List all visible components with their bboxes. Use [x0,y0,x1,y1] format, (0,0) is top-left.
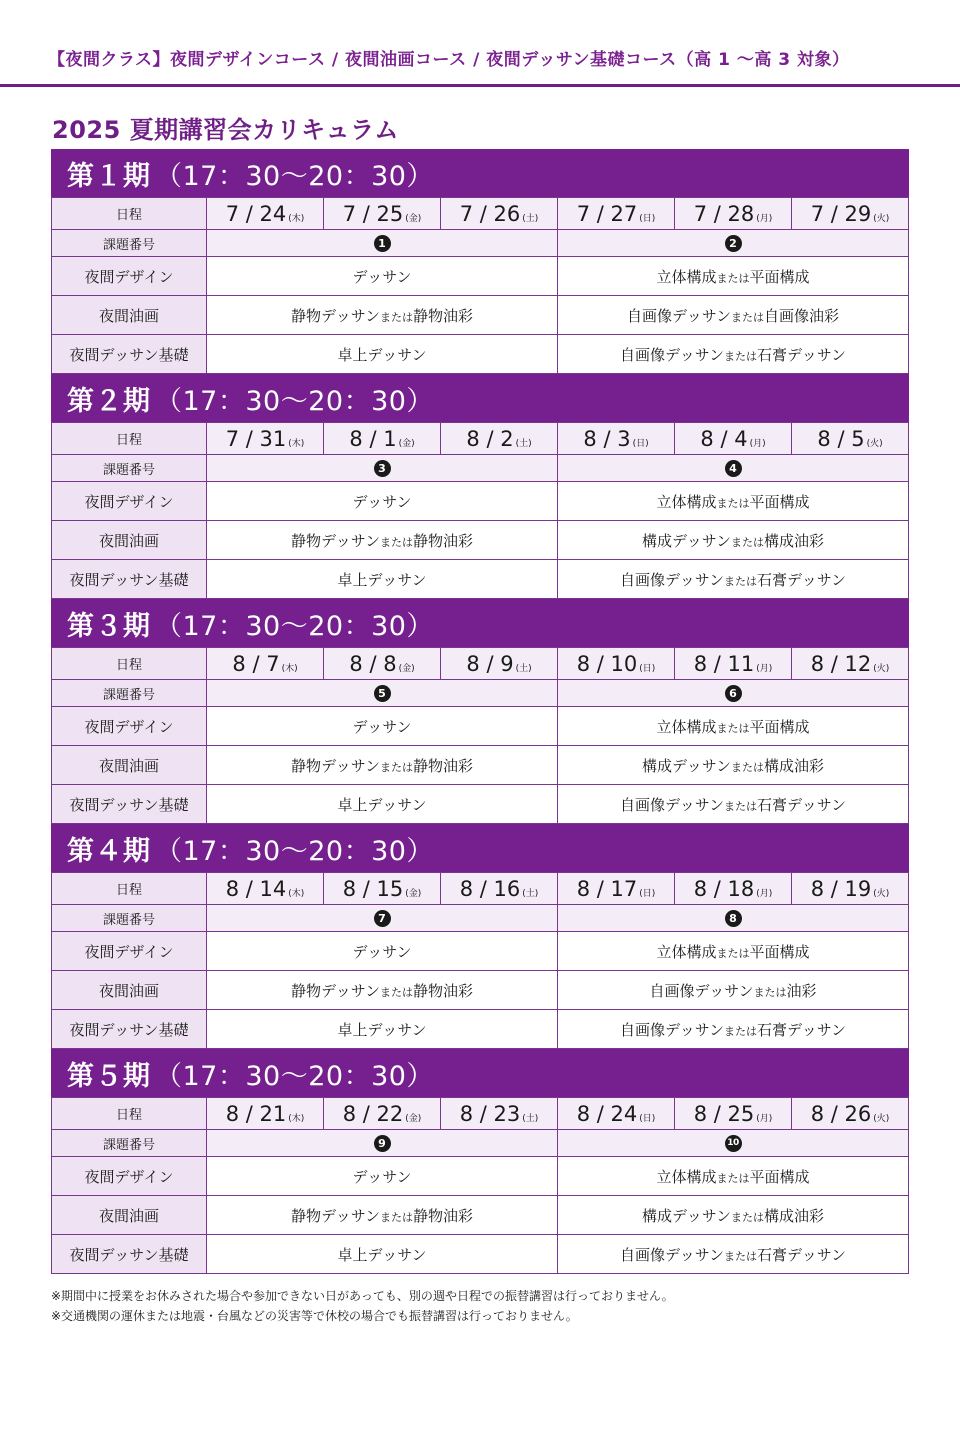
course-design-cell [207,1157,558,1196]
subject-main: デッサン [352,1167,412,1186]
course-design-cell [558,932,909,971]
weekday: (火) [866,438,883,449]
conjunction-or: または [379,310,413,324]
date-cell [324,1098,441,1130]
date-value: 7 / 25 [342,201,404,226]
course-design-row [52,707,909,746]
assignment-number-cell [207,455,558,482]
date-value: 8 / 19 [810,876,872,901]
course-drawing-row [52,1010,909,1049]
course-design-cell [558,257,909,296]
date-value: 7 / 27 [576,201,638,226]
course-oil-row [52,296,909,335]
date-cell [441,648,558,680]
course-design-cell [207,482,558,521]
course-design-cell [207,707,558,746]
period-name: 第５期 [67,1060,151,1092]
assignment-number-label: 課題番号 [52,230,207,257]
date-cell [792,1098,909,1130]
date-value: 8 / 9 [466,651,514,676]
conjunction-or: または [730,1210,764,1224]
date-value: 8 / 8 [349,651,397,676]
period-header [51,149,909,197]
subject-main: 卓上デッサン [337,795,427,814]
date-cell [207,648,324,680]
conjunction-or: または [716,271,750,285]
weekday: (土) [522,213,539,224]
date-value: 8 / 17 [576,876,638,901]
course-oil-cell [207,1196,558,1235]
conjunction-or: または [716,1171,750,1185]
subject-main: 立体構成 [656,942,717,961]
weekday: (日) [639,213,656,224]
date-value: 7 / 28 [693,201,755,226]
subject-alt: 石膏デッサン [757,1020,846,1039]
course-drawing-row [52,1235,909,1274]
conjunction-or: または [730,310,764,324]
date-value: 7 / 29 [810,201,872,226]
subject-main: デッサン [352,267,412,286]
course-oil-label: 夜間油画 [52,521,207,560]
date-value: 8 / 11 [693,651,755,676]
date-cell [558,873,675,905]
weekday: (日) [639,888,656,899]
weekday: (日) [639,1113,656,1124]
course-drawing-cell [207,1010,558,1049]
schedule-label: 日程 [52,198,207,230]
notes [51,1286,674,1326]
assignment-number-cell [558,455,909,482]
subject-alt: 静物油彩 [412,531,473,550]
subject-main: 自画像デッサン [627,306,731,325]
period-time: （17：30〜20：30） [155,1060,434,1092]
date-cell [675,873,792,905]
date-value: 8 / 4 [700,426,748,451]
course-oil-cell [558,296,909,335]
note-1: ※期間中に授業をお休みされた場合や参加できない日があっても、別の週や日程での振替講習は行っておりません。 [51,1289,674,1303]
period-name: 第３期 [67,610,151,642]
subject-alt: 構成油彩 [763,1206,824,1225]
period-block [51,374,909,599]
date-cell [324,198,441,230]
date-cell [324,648,441,680]
assignment-number-badge: 9 [374,1135,391,1152]
assignment-number-cell [207,230,558,257]
conjunction-or: または [716,946,750,960]
date-cell [558,648,675,680]
date-value: 8 / 10 [576,651,638,676]
course-drawing-cell [558,1010,909,1049]
course-design-cell [207,257,558,296]
assignment-number-label: 課題番号 [52,455,207,482]
subject-alt: 石膏デッサン [757,345,846,364]
course-oil-cell [558,746,909,785]
period-header [51,824,909,872]
assignment-number-badge: 3 [374,460,391,477]
date-value: 8 / 14 [225,876,287,901]
date-cell [675,423,792,455]
date-cell [558,1098,675,1130]
assignment-number-cell [207,680,558,707]
course-drawing-label: 夜間デッサン基礎 [52,1235,207,1274]
subject-alt: 油彩 [786,981,817,1000]
date-value: 7 / 26 [459,201,521,226]
weekday: (金) [405,213,422,224]
subject-alt: 平面構成 [749,1167,810,1186]
subject-main: 卓上デッサン [337,345,427,364]
subject-main: 自画像デッサン [620,345,724,364]
assignment-number-badge: 6 [725,685,742,702]
course-design-cell [558,1157,909,1196]
subject-main: 構成デッサン [642,1206,731,1225]
course-design-cell [207,932,558,971]
conjunction-or: または [379,760,413,774]
date-value: 8 / 21 [225,1101,287,1126]
period-header [51,599,909,647]
conjunction-or: または [724,799,757,813]
period-table [51,197,909,374]
subject-main: デッサン [352,717,412,736]
assignment-number-cell [558,1130,909,1157]
period-block [51,149,909,374]
period-header [51,1049,909,1097]
period-table [51,422,909,599]
course-oil-cell [207,971,558,1010]
date-cell [792,198,909,230]
subject-main: 構成デッサン [642,756,731,775]
assignment-number-row [52,680,909,707]
date-value: 8 / 18 [693,876,755,901]
subject-alt: 平面構成 [749,492,810,511]
course-oil-row [52,971,909,1010]
weekday: (土) [522,888,539,899]
course-oil-cell [558,1196,909,1235]
date-cell [792,423,909,455]
period-block [51,599,909,824]
subject-main: 静物デッサン [291,1206,380,1225]
course-design-label: 夜間デザイン [52,1157,207,1196]
date-cell [324,873,441,905]
period-block [51,824,909,1049]
assignment-number-label: 課題番号 [52,905,207,932]
subject-main: 静物デッサン [291,531,380,550]
course-oil-label: 夜間油画 [52,971,207,1010]
subject-alt: 石膏デッサン [757,570,846,589]
conjunction-or: または [753,985,787,999]
course-design-row [52,1157,909,1196]
weekday: (木) [288,438,305,449]
assignment-number-label: 課題番号 [52,1130,207,1157]
schedule-label: 日程 [52,423,207,455]
course-oil-cell [207,296,558,335]
subject-alt: 静物油彩 [412,756,473,775]
weekday: (月) [756,663,773,674]
course-oil-row [52,746,909,785]
date-cell [207,873,324,905]
date-value: 8 / 24 [576,1101,638,1126]
course-oil-label: 夜間油画 [52,746,207,785]
period-table [51,872,909,1049]
schedule-label: 日程 [52,1098,207,1130]
conjunction-or: または [724,1249,757,1263]
period-time: （17：30〜20：30） [155,835,434,867]
course-drawing-label: 夜間デッサン基礎 [52,1010,207,1049]
page-title: 2025 夏期講習会カリキュラム [52,116,399,144]
subject-main: デッサン [352,492,412,511]
weekday: (火) [873,888,890,899]
assignment-number-badge: 5 [374,685,391,702]
subject-main: 自画像デッサン [620,1020,724,1039]
date-cell [558,198,675,230]
conjunction-or: または [379,535,413,549]
period-table [51,647,909,824]
weekday: (金) [398,438,415,449]
course-oil-row [52,521,909,560]
subject-alt: 平面構成 [749,717,810,736]
course-design-row [52,482,909,521]
conjunction-or: または [379,1210,413,1224]
subject-alt: 静物油彩 [412,306,473,325]
assignment-number-badge: 10 [725,1135,742,1152]
date-cell [792,873,909,905]
course-oil-label: 夜間油画 [52,1196,207,1235]
subject-main: 静物デッサン [291,981,380,1000]
date-value: 8 / 3 [583,426,631,451]
assignment-number-badge: 7 [374,910,391,927]
subject-main: 自画像デッサン [620,1245,724,1264]
period-time: （17：30〜20：30） [155,385,434,417]
subject-main: 立体構成 [656,717,717,736]
course-drawing-label: 夜間デッサン基礎 [52,335,207,374]
period-name: 第１期 [67,160,151,192]
date-cell [441,198,558,230]
date-cell [675,198,792,230]
date-value: 8 / 25 [693,1101,755,1126]
weekday: (木) [281,663,298,674]
weekday: (日) [639,663,656,674]
schedule-row [52,648,909,680]
period-name: 第２期 [67,385,151,417]
assignment-number-row [52,1130,909,1157]
assignment-number-cell [558,680,909,707]
subject-alt: 平面構成 [749,267,810,286]
weekday: (月) [756,213,773,224]
subject-alt: 静物油彩 [412,981,473,1000]
date-value: 8 / 5 [817,426,865,451]
date-value: 8 / 7 [232,651,280,676]
conjunction-or: または [379,985,413,999]
course-oil-cell [558,521,909,560]
weekday: (金) [405,1113,422,1124]
conjunction-or: または [716,496,750,510]
subject-alt: 石膏デッサン [757,795,846,814]
course-oil-label: 夜間油画 [52,296,207,335]
subject-main: 卓上デッサン [337,1020,427,1039]
subject-alt: 構成油彩 [763,531,824,550]
schedule-row [52,198,909,230]
subject-main: 立体構成 [656,267,717,286]
period-time: （17：30〜20：30） [155,610,434,642]
schedule-row [52,1098,909,1130]
schedule-row [52,873,909,905]
schedule-label: 日程 [52,873,207,905]
curriculum-table [51,149,909,1274]
course-drawing-cell [207,1235,558,1274]
course-design-label: 夜間デザイン [52,707,207,746]
date-value: 8 / 12 [810,651,872,676]
course-drawing-row [52,560,909,599]
subject-alt: 構成油彩 [763,756,824,775]
assignment-number-label: 課題番号 [52,680,207,707]
subject-main: 立体構成 [656,492,717,511]
conjunction-or: または [730,760,764,774]
course-oil-cell [207,746,558,785]
subject-main: 自画像デッサン [620,795,724,814]
date-cell [207,1098,324,1130]
conjunction-or: または [730,535,764,549]
conjunction-or: または [724,1024,757,1038]
course-drawing-cell [558,1235,909,1274]
weekday: (金) [405,888,422,899]
weekday: (木) [288,213,305,224]
subject-main: デッサン [352,942,412,961]
course-drawing-cell [207,785,558,824]
course-drawing-label: 夜間デッサン基礎 [52,785,207,824]
course-drawing-row [52,785,909,824]
assignment-number-badge: 1 [374,235,391,252]
assignment-number-cell [207,905,558,932]
course-oil-cell [207,521,558,560]
date-value: 7 / 31 [225,426,287,451]
date-cell [207,423,324,455]
date-cell [792,648,909,680]
course-drawing-row [52,335,909,374]
course-drawing-cell [558,785,909,824]
subject-main: 静物デッサン [291,756,380,775]
course-drawing-cell [207,560,558,599]
weekday: (木) [288,888,305,899]
date-value: 8 / 1 [349,426,397,451]
weekday: (月) [749,438,766,449]
subject-main: 卓上デッサン [337,1245,427,1264]
course-design-label: 夜間デザイン [52,932,207,971]
course-drawing-cell [207,335,558,374]
weekday: (土) [515,438,532,449]
subject-alt: 静物油彩 [412,1206,473,1225]
weekday: (金) [398,663,415,674]
note-2: ※交通機関の運休または地震・台風などの災害等で休校の場合でも振替講習は行っておりません。 [51,1309,578,1323]
subject-alt: 自画像油彩 [763,306,839,325]
course-design-row [52,257,909,296]
course-design-row [52,932,909,971]
conjunction-or: または [724,349,757,363]
course-design-cell [558,707,909,746]
date-cell [324,423,441,455]
weekday: (土) [522,1113,539,1124]
subject-main: 自画像デッサン [620,570,724,589]
course-design-cell [558,482,909,521]
period-header [51,374,909,422]
period-block [51,1049,909,1274]
header-divider [0,84,960,87]
subject-main: 静物デッサン [291,306,380,325]
weekday: (木) [288,1113,305,1124]
assignment-number-badge: 8 [725,910,742,927]
assignment-number-cell [207,1130,558,1157]
date-value: 8 / 22 [342,1101,404,1126]
assignment-number-badge: 2 [725,235,742,252]
course-drawing-label: 夜間デッサン基礎 [52,560,207,599]
date-value: 7 / 24 [225,201,287,226]
course-design-label: 夜間デザイン [52,257,207,296]
date-value: 8 / 16 [459,876,521,901]
weekday: (土) [515,663,532,674]
schedule-row [52,423,909,455]
date-cell [441,423,558,455]
weekday: (月) [756,888,773,899]
weekday: (火) [873,213,890,224]
subject-main: 卓上デッサン [337,570,427,589]
period-time: （17：30〜20：30） [155,160,434,192]
class-header: 【夜間クラス】夜間デザインコース / 夜間油画コース / 夜間デッサン基礎コース（高 1 〜高 3 対象） [48,50,850,70]
weekday: (日) [632,438,649,449]
weekday: (火) [873,663,890,674]
date-cell [675,648,792,680]
schedule-label: 日程 [52,648,207,680]
course-drawing-cell [558,560,909,599]
date-cell [675,1098,792,1130]
conjunction-or: または [716,721,750,735]
weekday: (火) [873,1113,890,1124]
subject-alt: 石膏デッサン [757,1245,846,1264]
assignment-number-row [52,230,909,257]
date-value: 8 / 2 [466,426,514,451]
assignment-number-badge: 4 [725,460,742,477]
date-cell [207,198,324,230]
period-table [51,1097,909,1274]
date-value: 8 / 23 [459,1101,521,1126]
subject-main: 構成デッサン [642,531,731,550]
period-name: 第４期 [67,835,151,867]
date-cell [558,423,675,455]
assignment-number-row [52,905,909,932]
course-oil-row [52,1196,909,1235]
assignment-number-cell [558,905,909,932]
assignment-number-cell [558,230,909,257]
date-cell [441,1098,558,1130]
subject-main: 自画像デッサン [649,981,754,1000]
weekday: (月) [756,1113,773,1124]
date-value: 8 / 26 [810,1101,872,1126]
course-design-label: 夜間デザイン [52,482,207,521]
date-value: 8 / 15 [342,876,404,901]
assignment-number-row [52,455,909,482]
course-oil-cell [558,971,909,1010]
subject-main: 立体構成 [656,1167,717,1186]
course-drawing-cell [558,335,909,374]
subject-alt: 平面構成 [749,942,810,961]
conjunction-or: または [724,574,757,588]
date-cell [441,873,558,905]
